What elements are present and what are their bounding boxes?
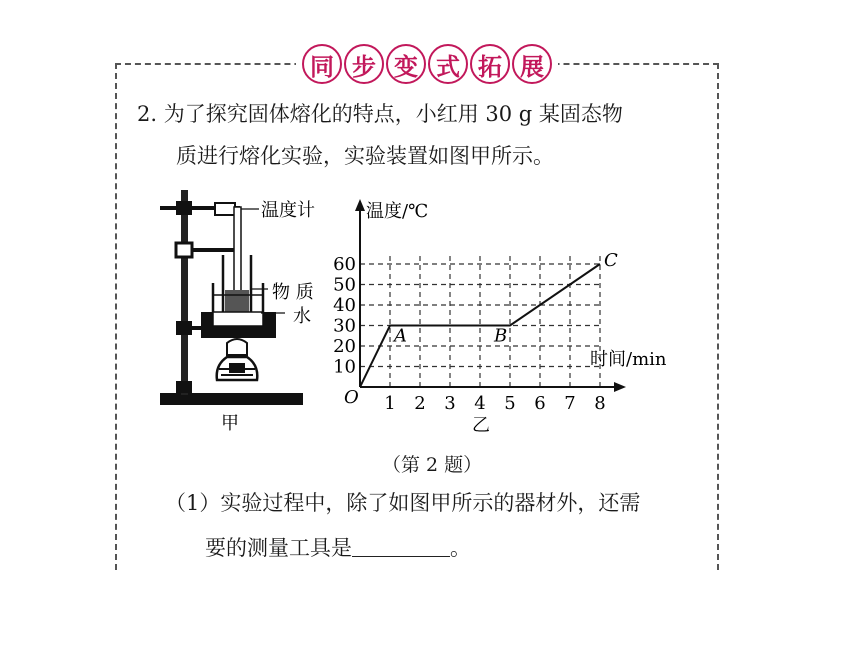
point-label-b: B	[494, 325, 508, 347]
stand-rod	[181, 190, 188, 395]
banner-char: 拓	[470, 44, 510, 84]
x-tick-label: 7	[564, 393, 576, 414]
x-axis-arrow	[614, 382, 626, 392]
subquestion-1-end: 。	[450, 536, 471, 560]
temperature-time-chart	[330, 195, 705, 440]
banner-char: 变	[386, 44, 426, 84]
label-thermometer: 温度计	[261, 200, 315, 221]
answer-blank[interactable]	[352, 536, 450, 557]
x-tick-label: 5	[504, 393, 516, 414]
label-substance: 物 质	[272, 282, 314, 303]
section-banner	[296, 40, 558, 84]
figure-label-jia: 甲	[221, 413, 239, 434]
x-tick-label: 2	[414, 393, 426, 414]
question-line-2: 质进行熔化实验，实验装置如图甲所示。	[176, 144, 554, 168]
y-tick-label: 60	[333, 254, 356, 275]
banner-char: 展	[512, 44, 552, 84]
y-axis-label: 温度/℃	[366, 201, 429, 222]
question-line-1: 2. 为了探究固体熔化的特点，小红用 30 g 某固态物	[137, 102, 623, 126]
y-tick-label: 50	[333, 274, 356, 296]
x-tick-label: 1	[384, 393, 396, 414]
y-tick-label: 30	[333, 315, 356, 337]
x-tick-label: 4	[474, 393, 486, 414]
banner-char: 同	[302, 44, 342, 84]
y-tick-label: 10	[333, 356, 356, 378]
point-label-a: A	[394, 325, 407, 347]
apparatus-figure	[155, 185, 345, 435]
x-tick-label: 6	[534, 393, 546, 414]
y-tick-label: 20	[333, 336, 356, 357]
figure-caption: （第 2 题）	[382, 454, 483, 476]
x-tick-label: 3	[444, 393, 456, 414]
banner-char: 步	[344, 44, 384, 84]
banner-char: 式	[428, 44, 468, 84]
y-tick-label: 40	[333, 295, 356, 316]
subquestion-1-text: 要的测量工具是	[205, 536, 352, 560]
point-label-c: C	[604, 250, 618, 271]
y-axis-arrow	[355, 199, 365, 211]
origin-label: O	[344, 387, 359, 408]
subquestion-1-line-2	[205, 532, 471, 562]
x-axis-label: 时间/min	[590, 349, 667, 370]
subquestion-1-line-1: （1）实验过程中，除了如图甲所示的器材外，还需	[165, 491, 641, 515]
label-water: 水	[293, 306, 311, 327]
x-tick-label: 8	[594, 393, 606, 414]
figure-label-yi: 乙	[472, 415, 490, 436]
